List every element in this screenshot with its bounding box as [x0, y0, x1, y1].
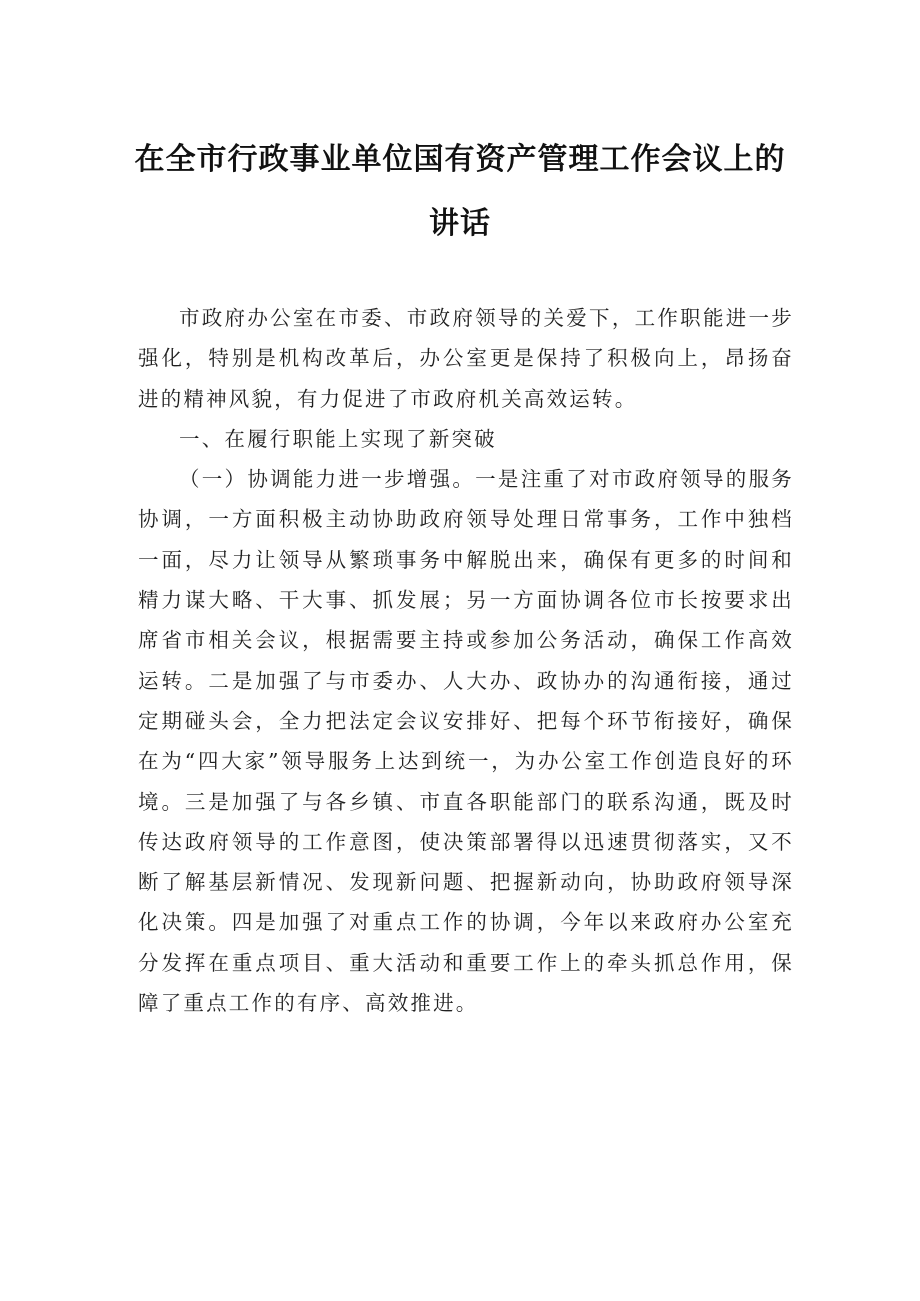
section-heading: 一、在履行职能上实现了新突破 — [179, 426, 497, 451]
document-body — [138, 298, 794, 1023]
document-title: 在全市行政事业单位国有资产管理工作会议上的讲话 — [134, 142, 786, 241]
intro-paragraph: 市政府办公室在市委、市政府领导的关爱下，工作职能进一步强化，特别是机构改革后，办公室更是保持了积极向上，昂扬奋进的精神风貌，有力促进了市政府机关高效运转。 — [138, 306, 794, 411]
subsection-paragraph: （一）协调能力进一步增强。一是注重了对市政府领导的服务协调，一方面积极主动协助政府领导处理日常事务，工作中独档一面，尽力让领导从繁琐事务中解脱出来，确保有更多的时间和精力谋大略、干大事、抓发展；另一方面协调各位市长按要求出席省市相关会议，根据需要主持或参加公务活动，确保工作高效运转。二是加强了与市委办、人大办、政协办的沟通衔接，通过定期碰头会，全力把法定会议安排好、把每个环节衔接好，确保在为“四大家”领导服务上达到统一，为办公室工作创造良好的环境。三是加强了与各乡镇、市直各职能部门的联系沟通，既及时传达政府领导的工作意图，使决策部署得以迅速贯彻落实，又不断了解基层新情况、发现新问题、把握新动向，协助政府领导深化决策。四是加强了对重点工作的协调，今年以来政府办公室充分发挥在重点项目、重大活动和重要工作上的牵头抓总作用，保障了重点工作的有序、高效推进。 — [138, 467, 794, 1016]
